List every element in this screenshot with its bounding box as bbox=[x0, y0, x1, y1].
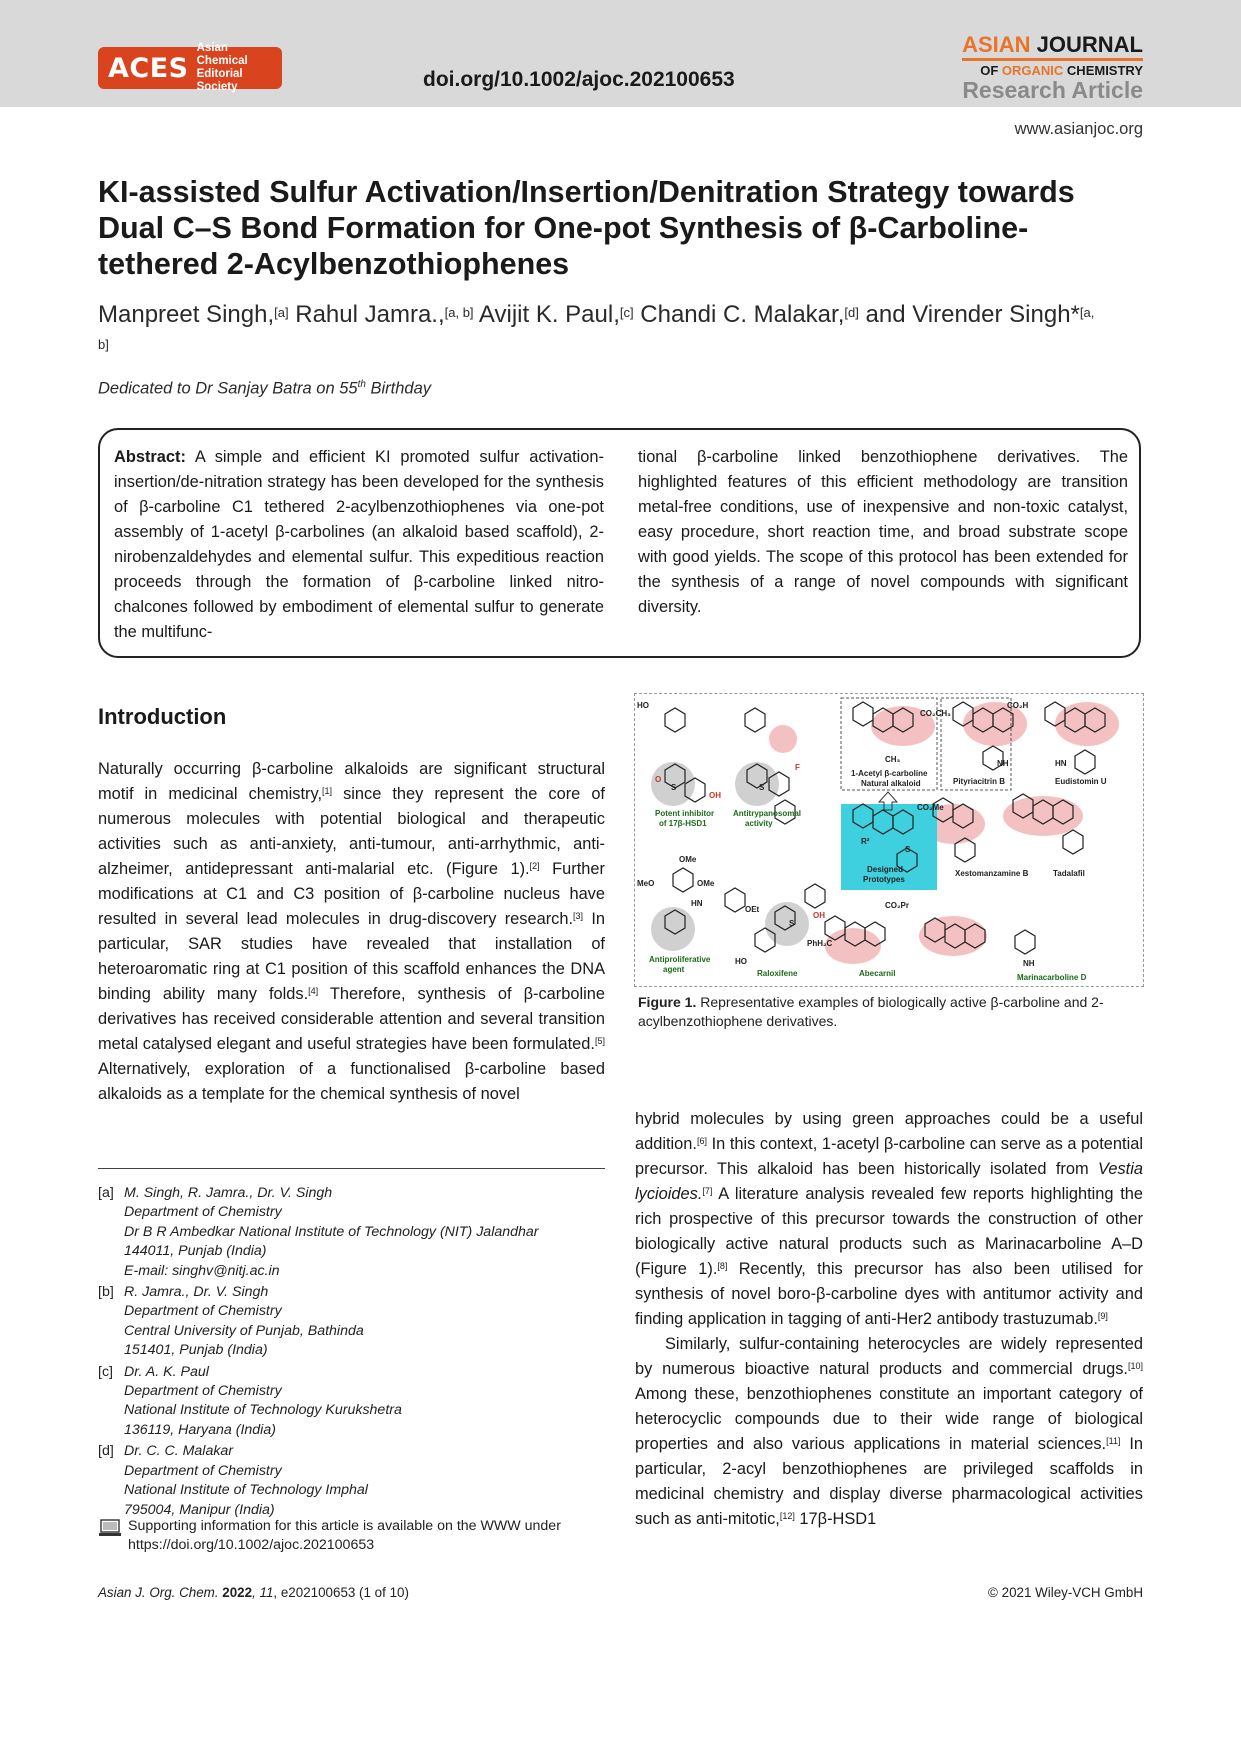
label-abecarnil: Abecarnil bbox=[859, 969, 896, 978]
svg-text:OH: OH bbox=[709, 791, 721, 800]
author-name[interactable]: and Virender Singh* bbox=[865, 301, 1080, 328]
svg-text:CO₂H: CO₂H bbox=[1007, 701, 1029, 710]
footnote-divider bbox=[98, 1168, 605, 1169]
right-column-text bbox=[635, 1107, 1143, 1532]
publisher-logo-subtitle: Asian Chemical Editorial Society bbox=[196, 42, 248, 93]
reference-marker[interactable]: [9] bbox=[1097, 1311, 1108, 1321]
article-type: Research Article bbox=[962, 77, 1143, 103]
svg-text:S: S bbox=[789, 919, 795, 928]
author-affiliation: [a] bbox=[274, 305, 289, 320]
label-potent-inhibitor: Potent inhibitor bbox=[655, 809, 715, 818]
author-list bbox=[98, 299, 1098, 363]
affiliations bbox=[98, 1184, 608, 1522]
svg-text:agent: agent bbox=[663, 965, 685, 974]
article-title: KI-assisted Sulfur Activation/Insertion/Denitration Strategy towards Dual C–S Bond Formation for One-pot Synthesis of β-Carboline-tethered 2-Acylbenzothiophenes bbox=[98, 175, 1075, 281]
figure-1-structures bbox=[635, 694, 1143, 986]
reference-marker[interactable]: [1] bbox=[322, 786, 333, 796]
svg-text:S: S bbox=[759, 783, 765, 792]
highlight-sphere bbox=[735, 762, 779, 806]
publisher-logo-word: ACES bbox=[108, 52, 189, 84]
introduction-text bbox=[98, 757, 605, 1107]
author-affiliation: [c] bbox=[619, 305, 634, 320]
journal-subtitle: OF ORGANIC CHEMISTRY bbox=[980, 63, 1143, 78]
reference-marker[interactable]: [2] bbox=[529, 861, 540, 871]
affiliation-a: [a] M. Singh, R. Jamra., Dr. V. Singh Department of Chemistry Dr B R Ambedkar National Institute of Technology (NIT) Jalandhar 144011, Punjab (India) E-mail: singhv@nitj.ac.in bbox=[98, 1184, 608, 1281]
highlight-pink bbox=[1003, 796, 1083, 836]
corresponding-email[interactable]: E-mail: singhv@nitj.ac.in bbox=[124, 1262, 280, 1279]
label-antiproliferative: Antiproliferative bbox=[649, 955, 711, 964]
svg-text:Natural alkaloid: Natural alkaloid bbox=[861, 779, 921, 788]
figure-1-caption: Figure 1. Representative examples of biologically active β-carboline and 2-acylbenzothiophene derivatives. bbox=[638, 994, 1104, 1029]
svg-text:HO: HO bbox=[735, 957, 747, 966]
abstract-text-part2: tional β-carboline linked benzothiophene derivatives. The highlighted features of this efficient methodology are transition metal-free conditions, use of inexpensive and non-toxic catalyst, easy procedure, short reaction time, and broad substrate scope with good yields. The scope of this protocol has been extended for the synthesis of a range of novel compounds with significant diversity. bbox=[638, 448, 1128, 616]
publisher-logo[interactable] bbox=[98, 42, 282, 93]
svg-text:NH: NH bbox=[1023, 959, 1035, 968]
label-xestomanzamine-b: Xestomanzamine B bbox=[955, 869, 1029, 878]
svg-text:OH: OH bbox=[813, 911, 825, 920]
svg-text:PhH₂C: PhH₂C bbox=[807, 939, 833, 948]
author-name[interactable]: Rahul Jamra., bbox=[295, 301, 445, 328]
supporting-info-text: Supporting information for this article is available on the WWW under https://doi.org/10.1002/ajoc.202100653 bbox=[128, 1518, 561, 1553]
reference-marker[interactable]: [8] bbox=[717, 1261, 728, 1271]
svg-text:CO₂Me: CO₂Me bbox=[917, 803, 944, 812]
body-paragraph-2: Similarly, sulfur-containing heterocycles are widely represented by numerous bioactive natural products and commercial drugs.[10] Among these, benzothiophenes constitute an important category of heterocyclic compounds due to their wide range of biological properties and also various applications in material sciences.[11] In particular, 2-acyl benzothiophenes are privileged scaffolds in medicinal chemistry and display diverse pharmacological activities such as anti-mitotic,[12] 17β-HSD1 bbox=[635, 1335, 1143, 1528]
svg-text:CO₂Pr: CO₂Pr bbox=[885, 901, 910, 910]
introduction-paragraph: Naturally occurring β-carboline alkaloids are significant structural motif in medicinal chemistry,[1] since they represent the core of numerous molecules with potential biological and therapeutic activities such as anti-anxiety, anti-tumour, anti-arrhythmic, anti-alzheimer, antidepressant anti-malarial etc. (Figure 1).[2] Further modifications at C1 and C3 position of β-carboline nucleus have resulted in several lead molecules in drug-discovery research.[3] In particular, SAR studies have revealed that installation of heteroaromatic ring at C1 position of this scaffold enhances the DNA binding ability many folds.[4] Therefore, synthesis of β-carboline derivatives has received considerable attention and several transition metal catalysed elegant and useful strategies have been formulated.[5] Alternatively, exploration of a functionalised β-carboline based alkaloids as a template for the chemical synthesis of novel bbox=[98, 760, 605, 1103]
label-designed: Designed bbox=[867, 865, 904, 874]
svg-text:of 17β-HSD1: of 17β-HSD1 bbox=[659, 819, 707, 828]
highlight-sphere bbox=[651, 907, 695, 951]
affiliation-d: [d] Dr. C. C. Malakar Department of Chemistry National Institute of Technology Imphal 795004, Manipur (India) bbox=[98, 1443, 368, 1518]
reference-marker[interactable]: [4] bbox=[308, 986, 319, 996]
label-marinacarboline-d: Marinacarboline D bbox=[1017, 973, 1087, 982]
svg-text:F: F bbox=[795, 763, 800, 772]
svg-text:S: S bbox=[671, 783, 677, 792]
label-tadalafil: Tadalafil bbox=[1053, 869, 1085, 878]
reference-marker[interactable]: [6] bbox=[696, 1136, 707, 1146]
abstract-label: Abstract: bbox=[114, 448, 186, 466]
svg-text:OMe: OMe bbox=[697, 879, 715, 888]
highlight-pink bbox=[769, 725, 797, 753]
affiliation-b: [b] R. Jamra., Dr. V. Singh Department of Chemistry Central University of Punjab, Bathinda 151401, Punjab (India) bbox=[98, 1284, 364, 1359]
author-name[interactable]: Manpreet Singh, bbox=[98, 301, 275, 328]
abstract-text-part1: A simple and efficient KI promoted sulfur activation-insertion/de-nitration strategy has been developed for the synthesis of β-carboline C1 tethered 2-acylbenzothiophenes via one-pot assembly of 1-acetyl β-carbolines (an alkaloid based scaffold), 2-nirobenzaldehydes and elemental sulfur. This expeditious reaction proceeds through the formation of β-carboline linked nitro-chalcones followed by embodiment of elemental sulfur to generate the multifunc- bbox=[114, 448, 604, 641]
svg-text:MeO: MeO bbox=[637, 879, 655, 888]
author-affiliation: [a, b] bbox=[98, 305, 1095, 352]
author-name[interactable]: Avijit K. Paul, bbox=[478, 301, 620, 328]
computer-icon bbox=[98, 1519, 122, 1537]
svg-text:OEt: OEt bbox=[745, 905, 760, 914]
label-antitrypanosomal: Antitrypanosomal bbox=[733, 809, 802, 818]
svg-text:S: S bbox=[905, 845, 911, 854]
svg-text:O: O bbox=[655, 775, 662, 784]
author-affiliation: [d] bbox=[844, 305, 859, 320]
label-eudistomin-u: Eudistomin U bbox=[1055, 777, 1107, 786]
svg-text:NH: NH bbox=[997, 759, 1009, 768]
svg-text:R²: R² bbox=[861, 837, 870, 846]
doi-link[interactable]: doi.org/10.1002/ajoc.202100653 bbox=[423, 68, 735, 91]
author-affiliation: [a, b] bbox=[444, 305, 474, 320]
journal-logo[interactable] bbox=[962, 33, 1143, 102]
abstract-right-column bbox=[638, 445, 1128, 620]
supporting-info[interactable] bbox=[98, 1517, 608, 1555]
introduction-heading: Introduction bbox=[98, 704, 227, 729]
abstract-left-column bbox=[114, 445, 604, 645]
footer-copyright: © 2021 Wiley-VCH GmbH bbox=[988, 1585, 1143, 1600]
italic-text: Vestia lycioides. bbox=[635, 1160, 1143, 1203]
label-raloxifene: Raloxifene bbox=[757, 969, 798, 978]
label-1-acetyl-carboline: 1-Acetyl β-carboline bbox=[851, 769, 928, 778]
svg-text:CO₂CH₃: CO₂CH₃ bbox=[920, 709, 951, 718]
highlight-pink bbox=[825, 928, 881, 964]
affiliation-c: [c] Dr. A. K. Paul Department of Chemistry National Institute of Technology Kurukshetra 136119, Haryana (India) bbox=[98, 1363, 402, 1438]
svg-text:HO: HO bbox=[637, 701, 649, 710]
figure-1[interactable] bbox=[634, 693, 1144, 987]
dedication: Dedicated to Dr Sanjay Batra on 55th Birthday bbox=[98, 379, 432, 398]
body-paragraph-1: hybrid molecules by using green approaches could be a useful addition.[6] In this context, 1-acetyl β-carboline can serve as a potential precursor. This alkaloid has been historically isolated from Vestia lycioides.[7] A literature analysis revealed few reports highlighting the rich prospective of this precursor towards the construction of other biologically active natural products such as Marinacarboline A–D (Figure 1).[8] Recently, this precursor has also been utilised for synthesis of novel boro-β-carboline dyes with antitumor activity and finding application in tagging of anti-Her2 antibody trastuzumab.[9] bbox=[635, 1110, 1143, 1328]
reference-marker[interactable]: [11] bbox=[1106, 1436, 1121, 1446]
reference-marker[interactable]: [7] bbox=[702, 1186, 713, 1196]
reference-marker[interactable]: [5] bbox=[594, 1036, 605, 1046]
journal-name: ASIAN JOURNAL bbox=[962, 32, 1143, 57]
svg-text:HN: HN bbox=[1055, 759, 1067, 768]
reference-marker[interactable]: [3] bbox=[573, 911, 584, 921]
journal-logo-rule bbox=[962, 58, 1143, 61]
svg-text:CH₃: CH₃ bbox=[885, 755, 901, 764]
author-name[interactable]: Chandi C. Malakar, bbox=[640, 301, 845, 328]
highlight-sphere bbox=[765, 902, 809, 946]
reference-marker[interactable]: [12] bbox=[779, 1511, 795, 1521]
label-pityriacitrin-b: Pityriacitrin B bbox=[953, 777, 1006, 786]
svg-text:HN: HN bbox=[691, 899, 703, 908]
label-prototypes: Prototypes bbox=[863, 875, 905, 884]
reference-marker[interactable]: [10] bbox=[1127, 1361, 1143, 1371]
journal-website[interactable]: www.asianjoc.org bbox=[1014, 120, 1143, 138]
svg-text:OMe: OMe bbox=[679, 855, 697, 864]
svg-text:activity: activity bbox=[745, 819, 773, 828]
footer-citation: Asian J. Org. Chem. 2022, 11, e202100653 (1 of 10) bbox=[98, 1585, 409, 1600]
